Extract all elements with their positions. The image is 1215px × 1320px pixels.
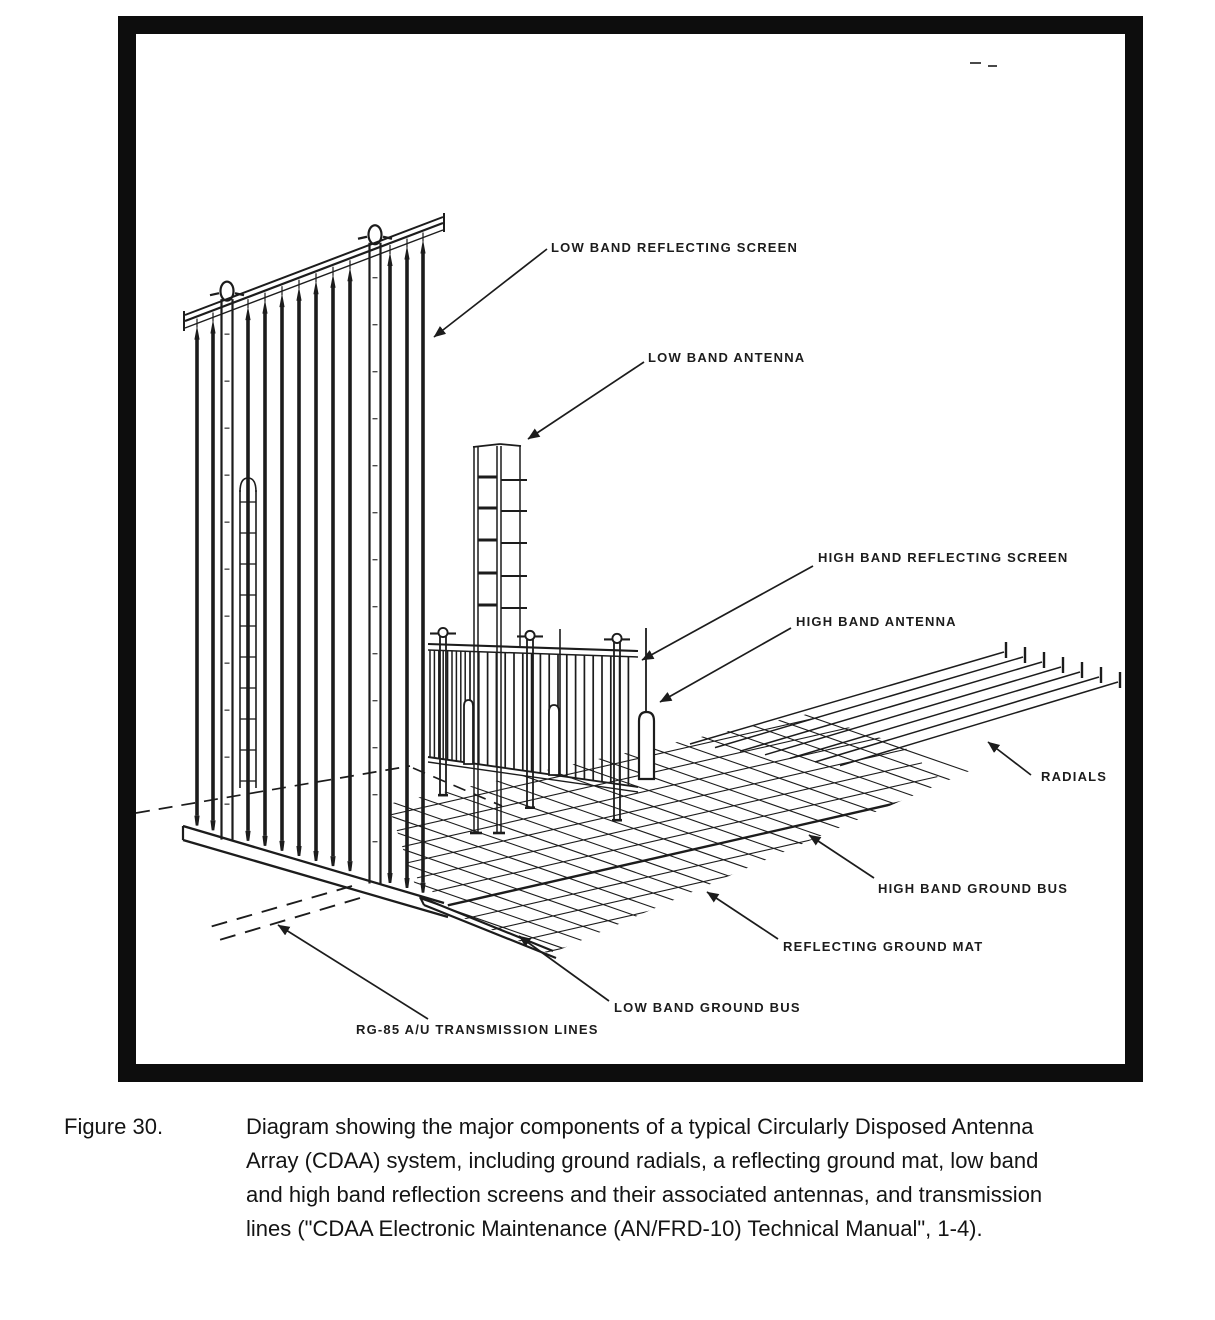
leader-reflecting-ground-mat (707, 892, 778, 939)
radials-drawing (690, 642, 1120, 766)
label-radials: RADIALS (1041, 769, 1108, 784)
reflecting-ground-mat-drawing (210, 662, 1215, 988)
leader-high-band-ground-bus (809, 835, 874, 878)
caption-line: Diagram showing the major components of a typical Circularly Disposed Antenna (246, 1114, 1034, 1139)
leader-low-band-ground-bus (519, 936, 609, 1001)
leader-radials (988, 742, 1031, 775)
leader-low-band-antenna (528, 362, 644, 439)
leader-low-band-reflecting-screen (434, 249, 547, 337)
figure-number: Figure 30. (64, 1114, 164, 1139)
high-band-antenna-drawing (639, 628, 654, 779)
label-low-band-antenna: LOW BAND ANTENNA (648, 350, 806, 365)
caption-line: and high band reflection screens and their associated antennas, and transmission (246, 1182, 1043, 1207)
label-low-band-ground-bus: LOW BAND GROUND BUS (614, 1000, 801, 1015)
caption-line: Array (CDAA) system, including ground radials, a reflecting ground mat, low band (246, 1148, 1039, 1173)
hidden-line-dashes (136, 766, 502, 813)
label-low-band-reflecting-screen: LOW BAND REFLECTING SCREEN (551, 240, 799, 255)
label-reflecting-ground-mat: REFLECTING GROUND MAT (783, 939, 984, 954)
caption-line: lines ("CDAA Electronic Maintenance (AN/FRD-10) Technical Manual", 1-4). (246, 1216, 983, 1241)
figure-caption (246, 1110, 1196, 1246)
leader-transmission-lines (278, 925, 428, 1019)
high-band-reflecting-screen-drawing (428, 628, 638, 820)
transmission-line-dashes (206, 63, 997, 941)
label-high-band-antenna: HIGH BAND ANTENNA (796, 614, 957, 629)
label-transmission-lines: RG-85 A/U TRANSMISSION LINES (356, 1022, 599, 1037)
low-band-reflecting-screen-drawing (183, 213, 448, 917)
leader-high-band-reflecting-screen (642, 566, 813, 660)
label-high-band-reflecting-screen: HIGH BAND REFLECTING SCREEN (818, 550, 1069, 565)
label-high-band-ground-bus: HIGH BAND GROUND BUS (878, 881, 1069, 896)
